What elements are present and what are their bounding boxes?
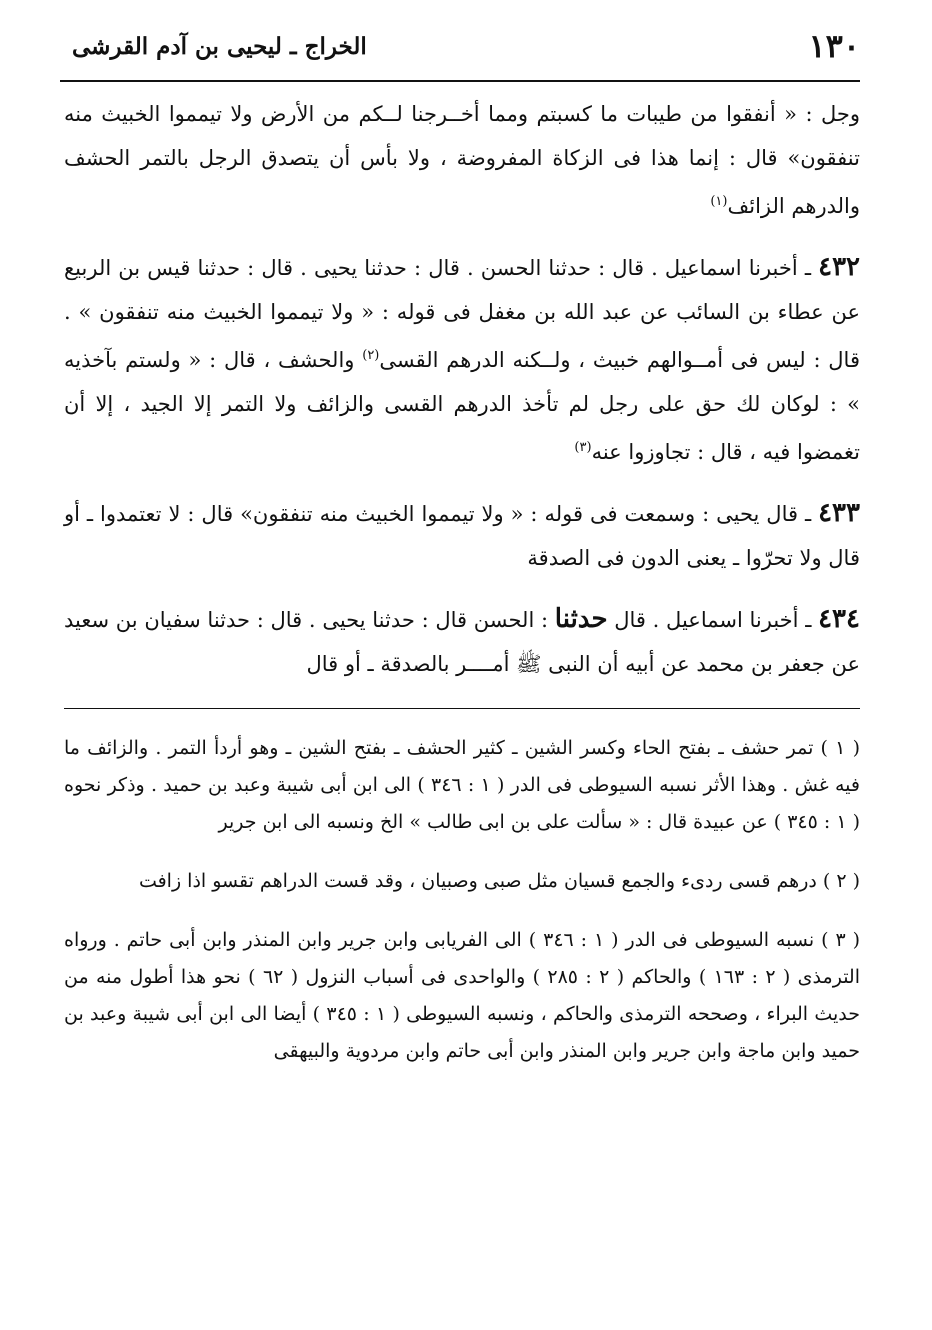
entry-text-continued: : الحسن قال : حدثنا يحيى . قال : حدثنا سفيان بن سعيد عن جعفر بن محمد عن أبيه أن النبى ﷺ أمــــر بالصدقة ـ أو قال xyxy=(64,608,860,676)
page-header xyxy=(72,26,860,66)
footnotes xyxy=(64,730,860,1092)
running-title: الخراج ـ ليحيى بن آدم القرشى xyxy=(72,32,367,60)
entry-text: ـ قال يحيى : وسمعت فى قوله : « ولا تيمموا الخبيث منه تنفقون» قال : لا تعتمدوا ـ أو قال ولا تحرّوا ـ يعنى الدون فى الصدقة xyxy=(64,502,860,570)
footnote-3: ( ٣ ) نسبه السيوطى فى الدر ( ١ : ٣٤٦ ) الى الفريابى وابن جرير وابن المنذر وابن أبى حاتم . ورواه الترمذى ( ٢ : ١٦٣ ) والحاكم ( ٢ : ٢٨٥ ) والواحدى فى أسباب النزول ( ٦٢ ) نحو هذا أطول منه من حديث البراء ، وصححه الترمذى والحاكم ، ونسبه السيوطى ( ١ : ٣٤٥ ) أيضا الى ابن أبى شيبة وعبد بن حميد وابن ماجة وابن جرير وابن المنذر وابن أبى حاتم وابن مردوية والبيهقى xyxy=(64,929,861,1062)
paragraph-text: وجل : « أنفقوا من طيبات ما كسبتم ومما أخــرجنا لــكم من الأرض ولا تيمموا الخبيث منه تنفقون» قال : إنما هذا فى الزكاة المفروضة ، ولا بأس أن يتصدق الرجل بالتمر الحشف والدرهم الزائف xyxy=(64,102,860,218)
entry-number: ٤٣٣ xyxy=(818,498,860,528)
footnote-2: ( ٢ ) درهم قسى ردىء والجمع قسيان مثل صبى وصبيان ، وقد قست الدراهم تقسو اذا زافت xyxy=(138,870,860,892)
footnote-ref-3: (٣) xyxy=(574,440,592,455)
entry-text-continued: والحشف ، قال : « ولستم بآخذيه » : لوكان لك حق على رجل لم تأخذ الدرهم القسى والزائف ولا التمر إلا الجيد ، إلا أن تغمضوا فيه ، قال : تجاوزوا عنه xyxy=(64,348,860,464)
header-divider xyxy=(60,80,860,82)
entry-number: ٤٣٤ xyxy=(818,604,860,634)
footnote-ref-1: (١) xyxy=(710,194,728,209)
footnote-1: ( ١ ) تمر حشف ـ بفتح الحاء وكسر الشين ـ كثير الحشف ـ بفتح الشين ـ وهو أردأ التمر . والزائف ما فيه غش . وهذا الأثر نسبه السيوطى فى الدر ( ١ : ٣٤٦ ) الى ابن أبى شيبة وعبد بن حميد . وذكر نحوه ( ١ : ٣٤٥ ) عن عبيدة قال : « سألت على بن ابى طالب » الخ ونسبه الى ابن جرير xyxy=(64,737,860,833)
main-text xyxy=(64,92,860,703)
entry-text: ـ أخبرنا اسماعيل . قال xyxy=(614,608,812,632)
entry-number: ٤٣٢ xyxy=(818,252,861,282)
paragraph-continuation xyxy=(64,92,860,228)
page-number: ١٣٠ xyxy=(808,27,860,65)
entry-432 xyxy=(64,245,860,474)
entry-434 xyxy=(64,597,860,686)
emphasized-word: حدثنا xyxy=(554,604,608,634)
footnote-ref-2: (٢) xyxy=(362,348,380,363)
entry-text: ـ أخبرنا اسماعيل . قال : حدثنا الحسن . قال : حدثنا يحيى . قال : حدثنا قيس بن الربيع عن عطاء بن السائب عن عبد الله بن مغفل فى قوله : « ولا تيمموا الخبيث منه تنفقون » . قال : ليس فى أمــوالهم خبيث ، ولــكنه الدرهم القسى xyxy=(64,256,860,372)
entry-433 xyxy=(64,491,860,580)
footnote-divider xyxy=(64,708,860,709)
